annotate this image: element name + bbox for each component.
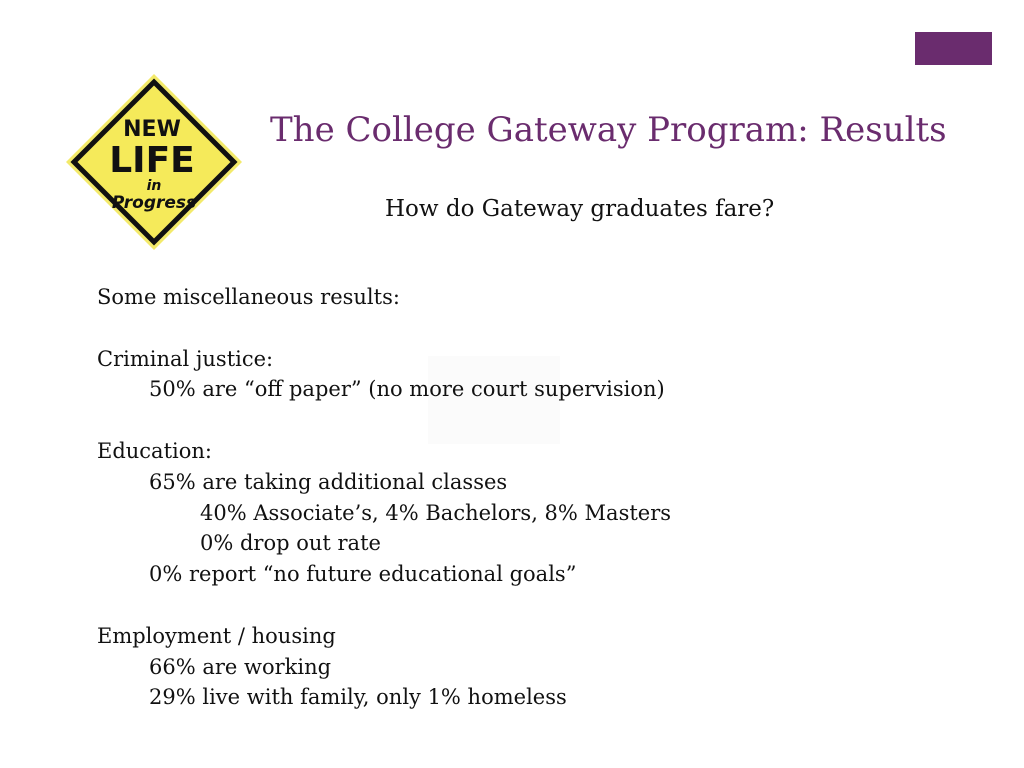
logo-text-in: in [146,178,162,194]
slide-title: The College Gateway Program: Results [270,110,947,150]
results-line [97,590,671,621]
results-line: 0% drop out rate [200,531,381,556]
logo-text-life: LIFE [109,140,195,181]
slide-subtitle: How do Gateway graduates fare? [385,196,775,222]
results-line: Some miscellaneous results: [97,285,400,309]
results-line: 29% live with family, only 1% homeless [149,685,567,710]
new-life-in-progress-logo [62,70,246,254]
results-line: Employment / housing [97,623,336,648]
logo-text-progress: Progress [111,193,197,213]
results-line: Criminal justice: [97,346,274,371]
results-line: 65% are taking additional classes [149,469,508,494]
results-line [97,313,671,344]
results-line: 50% are “off paper” (no more court supervision) [149,377,665,402]
results-line [97,405,671,436]
results-line: Education: [97,438,212,463]
corner-accent-bar [915,32,992,65]
results-line: 40% Associate’s, 4% Bachelors, 8% Masters [200,500,672,525]
logo-text-new: NEW [123,117,181,142]
results-line: 0% report “no future educational goals” [149,562,577,587]
results-line: 66% are working [149,654,332,679]
results-list [97,282,671,713]
